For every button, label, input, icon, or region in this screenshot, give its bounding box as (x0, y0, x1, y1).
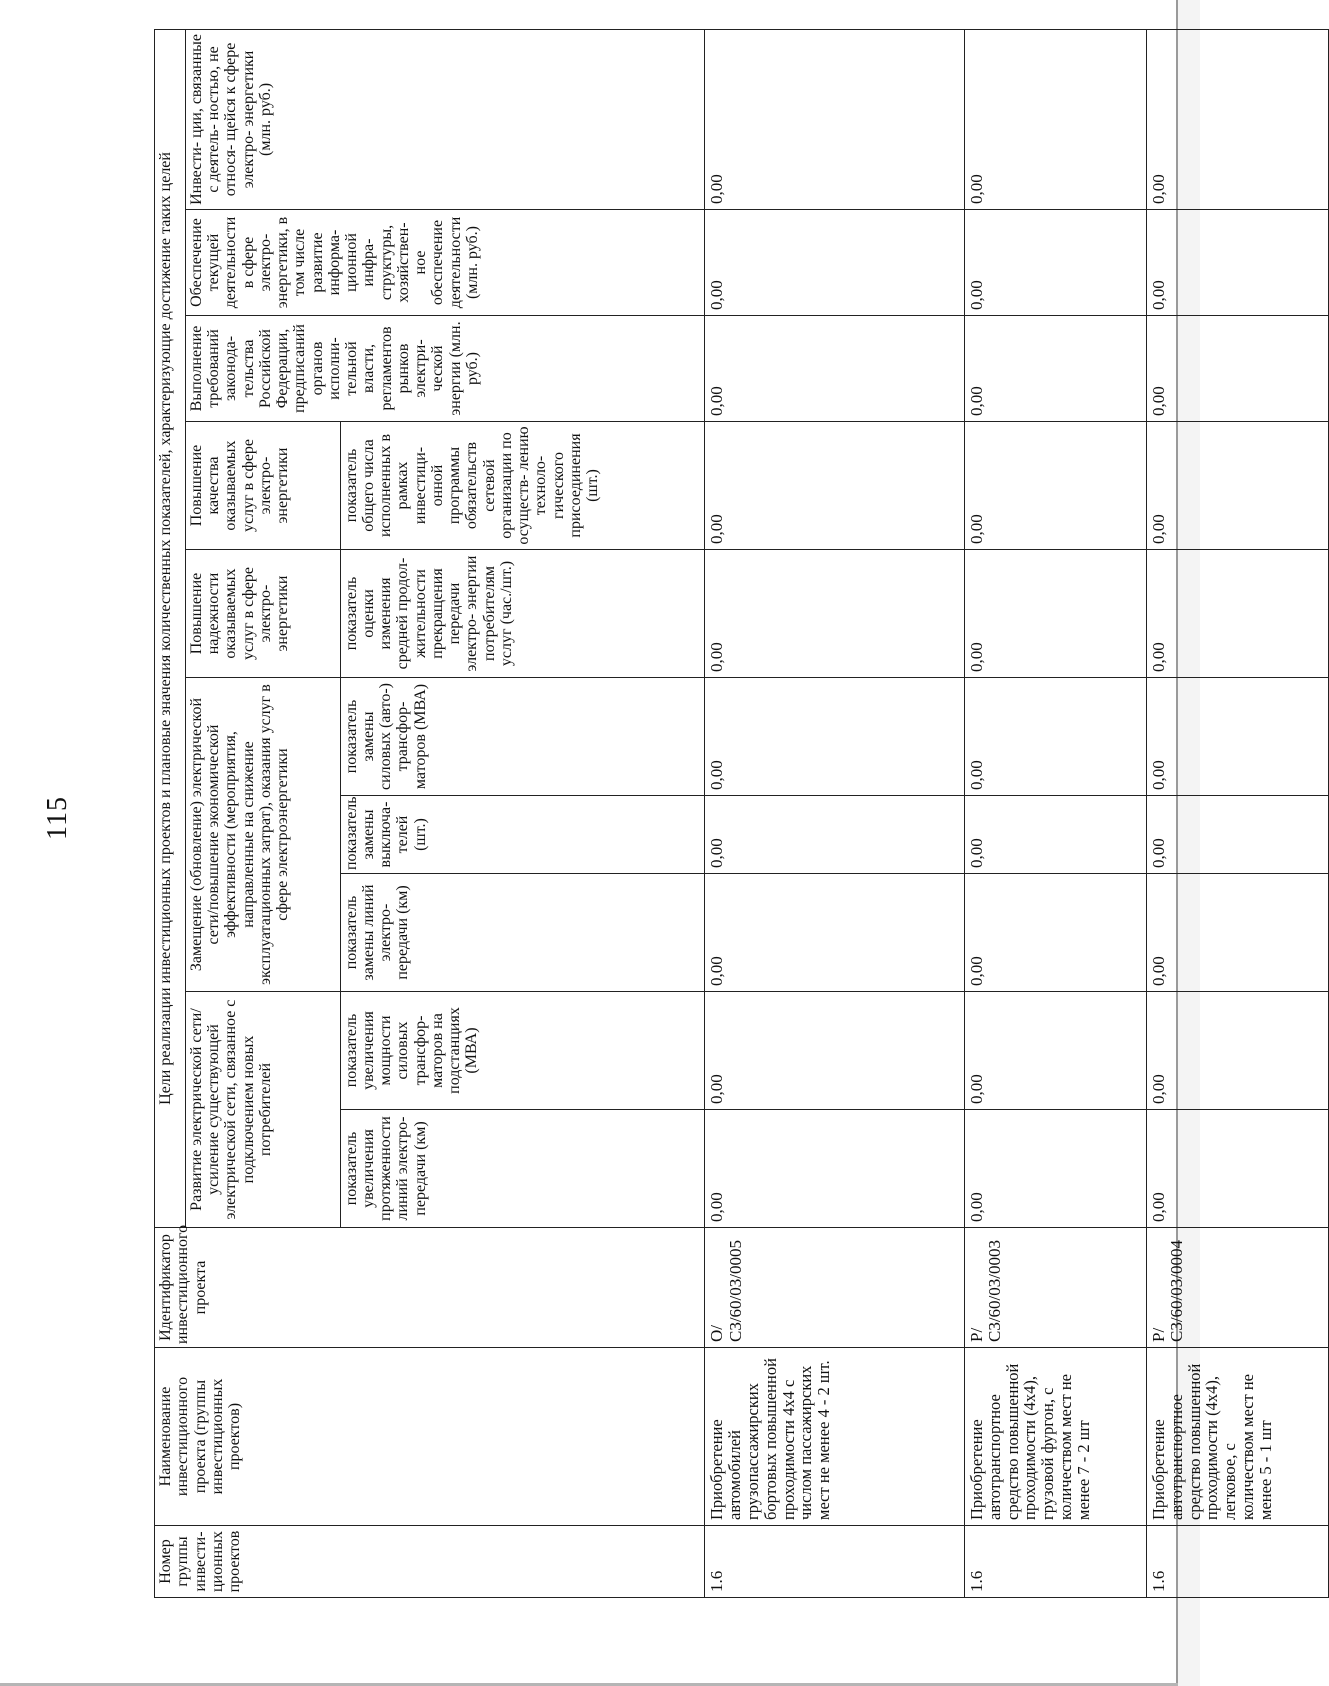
row-value: 0,00 (965, 992, 1147, 1110)
row-project-name: Приобретение автомобилей грузопассажирских бортовых повышенной проходимости 4х4 с числом пассажирских мест не менее 4 - 2 шт. (705, 1348, 965, 1526)
header-reliability-indicator: показатель оценки изменения средней продол- жительности прекращения передачи электро- энергии потребителям услуг (час./шт.) (340, 550, 705, 678)
header-group-quality: Повышение качества оказываемых услуг в сфере электро- энергетики (185, 422, 340, 550)
row-value: 0,00 (965, 796, 1147, 874)
header-group-reliability: Повышение надежности оказываемых услуг в сфере электро- энергетики (185, 550, 340, 678)
row-project-name: Приобретение автотранспортное средство повышенной проходимости (4х4), легковое, с количеством мест не менее 5 - 1 шт (1147, 1348, 1329, 1526)
row-value: 0,00 (1147, 550, 1329, 678)
header-line-replacement: показатель замены линий электро- передачи (км) (340, 874, 705, 992)
row-value: 0,00 (705, 210, 965, 316)
row-value: 0,00 (705, 29, 965, 209)
header-line-length-increase: показатель увеличения протяженности линий электро- передачи (км) (340, 1110, 705, 1228)
row-value: 0,00 (1147, 422, 1329, 550)
row-value: 0,00 (1147, 29, 1329, 209)
page-number: 115 (42, 796, 73, 840)
table-row (1147, 29, 1329, 1597)
row-value: 0,00 (965, 678, 1147, 796)
header-transformer-power-increase: показатель увеличения мощности силовых трансфор- маторов на подстанциях (МВА) (340, 992, 705, 1110)
row-value: 0,00 (1147, 1110, 1329, 1228)
row-value: 0,00 (705, 874, 965, 992)
row-value: 0,00 (705, 992, 965, 1110)
row-project-name: Приобретение автотранспортное средство повышенной проходимости (4х4), грузовой фургон, с количеством мест не менее 7 - 2 шт (965, 1348, 1147, 1526)
row-value: 0,00 (965, 29, 1147, 209)
row-value: 0,00 (1147, 678, 1329, 796)
header-row-1 (155, 29, 186, 1597)
row-value: 0,00 (705, 422, 965, 550)
row-value: 0,00 (705, 1110, 965, 1228)
row-value: 0,00 (705, 796, 965, 874)
header-project-name: Наименование инвестиционного проекта (группы инвестиционных проектов) (155, 1348, 705, 1526)
row-group-number: 1.6 (965, 1526, 1147, 1598)
header-requirements: Выполнение требований законода- тельства Российской Федерации, предписаний органов исполни- тельной власти, регламентов рынков электри- ческой энергии (млн. руб.) (185, 316, 705, 422)
investment-goals-table (154, 29, 1329, 1598)
table-row (965, 29, 1147, 1597)
header-other-investments: Инвести- ции, связанные с деятель- ностью, не относя- щейся к сфере электро- энергетики (млн. руб.) (185, 29, 705, 209)
row-group-number: 1.6 (705, 1526, 965, 1598)
row-value: 0,00 (965, 550, 1147, 678)
row-value: 0,00 (705, 678, 965, 796)
row-value: 0,00 (1147, 796, 1329, 874)
header-group-replacement: Замещение (обновление) электрической сети/повышение экономической эффективности (мероприятия, направленные на снижение эксплуатационных затрат), оказания услуг в сфере электроэнергетики (185, 678, 340, 992)
row-identifier: О/С3/60/03/0005 (705, 1228, 965, 1348)
header-quality-indicator: показатель общего числа исполненных в рамках инвестици- онной программы обязательств сетевой организации по осуществ- лению техноло- гического присоединения (шт.) (340, 422, 705, 550)
header-current-activity: Обеспечение текущей деятельности в сфере электро- энергетики, в том числе развитие информа- ционной инфра- структуры, хозяйствен- ное обеспечение деятельности (млн. руб.) (185, 210, 705, 316)
header-transformer-replacement: показатель замены силовых (авто-) трансфор- маторов (МВА) (340, 678, 705, 796)
row-value: 0,00 (1147, 210, 1329, 316)
row-value: 0,00 (1147, 316, 1329, 422)
row-value: 0,00 (965, 1110, 1147, 1228)
header-group-number: Номер группы инвести- ционных проектов (155, 1526, 705, 1598)
header-identifier: Идентификатор инвестиционного проекта (155, 1228, 705, 1348)
row-value: 0,00 (705, 316, 965, 422)
row-value: 0,00 (965, 316, 1147, 422)
row-identifier: Р/С3/60/03/0004 (1147, 1228, 1329, 1348)
row-value: 0,00 (965, 210, 1147, 316)
header-goals-title: Цели реализации инвестиционных проектов и плановые значения количественных показателей, характеризующие достижение таких целей (155, 29, 186, 1227)
row-value: 0,00 (965, 874, 1147, 992)
row-value: 0,00 (705, 550, 965, 678)
table-row (705, 29, 965, 1597)
row-group-number: 1.6 (1147, 1526, 1329, 1598)
rotated-table-container (154, 30, 1329, 1598)
row-value: 0,00 (1147, 874, 1329, 992)
row-value: 0,00 (1147, 992, 1329, 1110)
header-group-development: Развитие электрической сети/усиление существующей электрической сети, связанное с подключением новых потребителей (185, 992, 340, 1228)
row-identifier: Р/С3/60/03/0003 (965, 1228, 1147, 1348)
header-switch-replacement: показатель замены выключа- телей (шт.) (340, 796, 705, 874)
row-value: 0,00 (965, 422, 1147, 550)
